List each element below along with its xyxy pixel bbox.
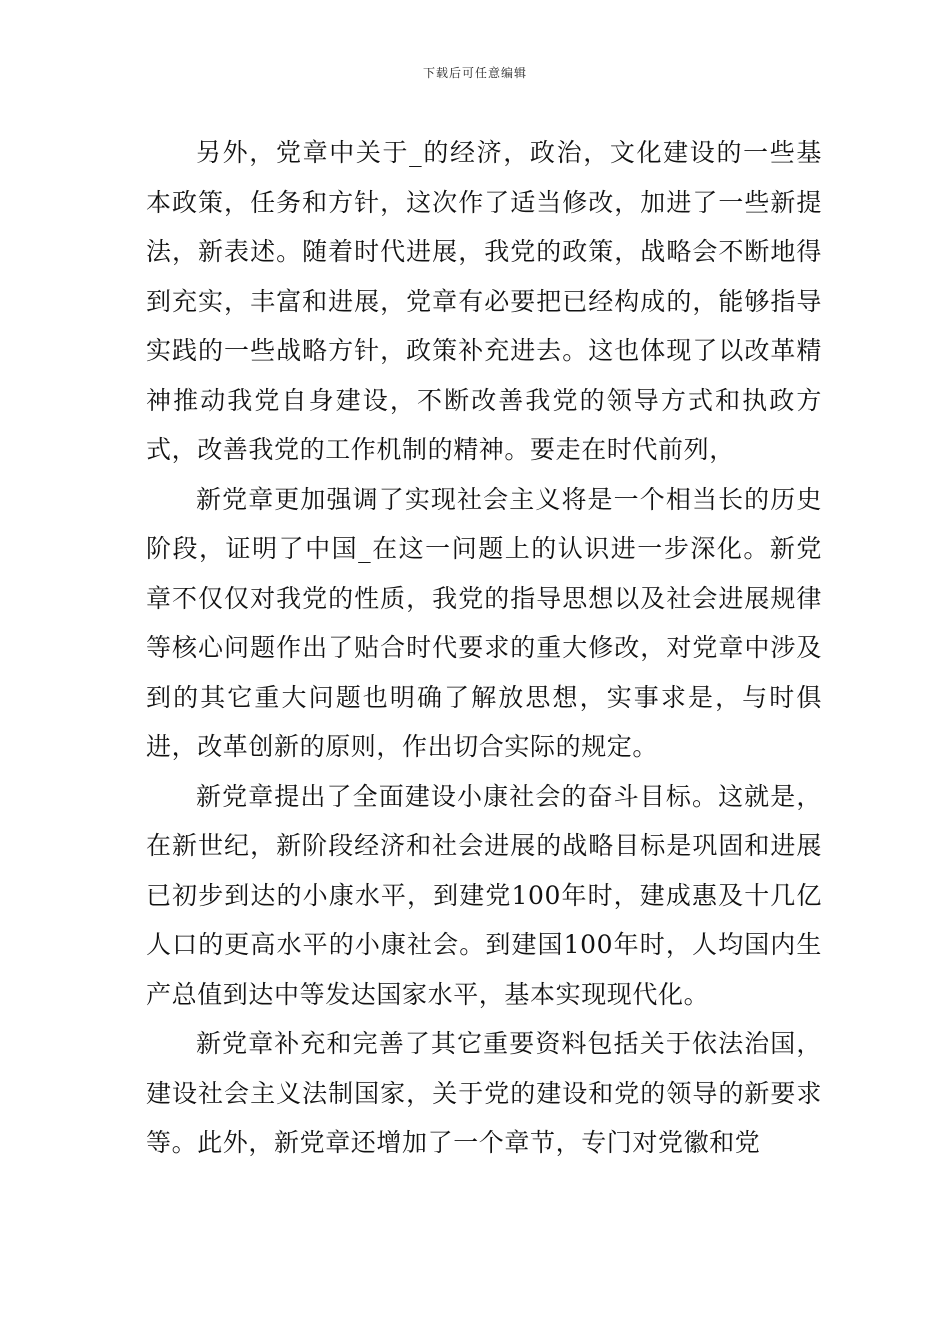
- paragraph: 新党章提出了全面建设小康社会的奋斗目标。这就是，在新世纪，新阶段经济和社会进展的战略目标是巩固和进展已初步到达的小康水平，到建党100年时，建成惠及十几亿人口的更高水平的小康社会。到建国100年时，人均国内生产总值到达中等发达国家水平，基本实现现代化。: [146, 781, 822, 1009]
- paragraph: 新党章更加强调了实现社会主义将是一个相当长的历史阶段，证明了中国_在这一问题上的认识进一步深化。新党章不仅仅对我党的性质，我党的指导思想以及社会进展规律等核心问题作出了贴合时代要求的重大修改，对党章中涉及到的其它重大问题也明确了解放思想，实事求是，与时俱进，改革创新的原则，作出切合实际的规定。: [146, 484, 822, 761]
- document-body: [146, 128, 822, 1168]
- paragraph: 新党章补充和完善了其它重要资料包括关于依法治国，建设社会主义法制国家，关于党的建设和党的领导的新要求等。此外，新党章还增加了一个章节，专门对党徽和党: [146, 1029, 822, 1157]
- paragraph: 另外，党章中关于_的经济，政治，文化建设的一些基本政策，任务和方针，这次作了适当修改，加进了一些新提法，新表述。随着时代进展，我党的政策，战略会不断地得到充实，丰富和进展，党章有必要把已经构成的，能够指导实践的一些战略方针，政策补充进去。这也体现了以改革精神推动我党自身建设，不断改善我党的领导方式和执政方式，改善我党的工作机制的精神。要走在时代前列，: [146, 138, 822, 464]
- page-header: 下载后可任意编辑: [422, 66, 527, 80]
